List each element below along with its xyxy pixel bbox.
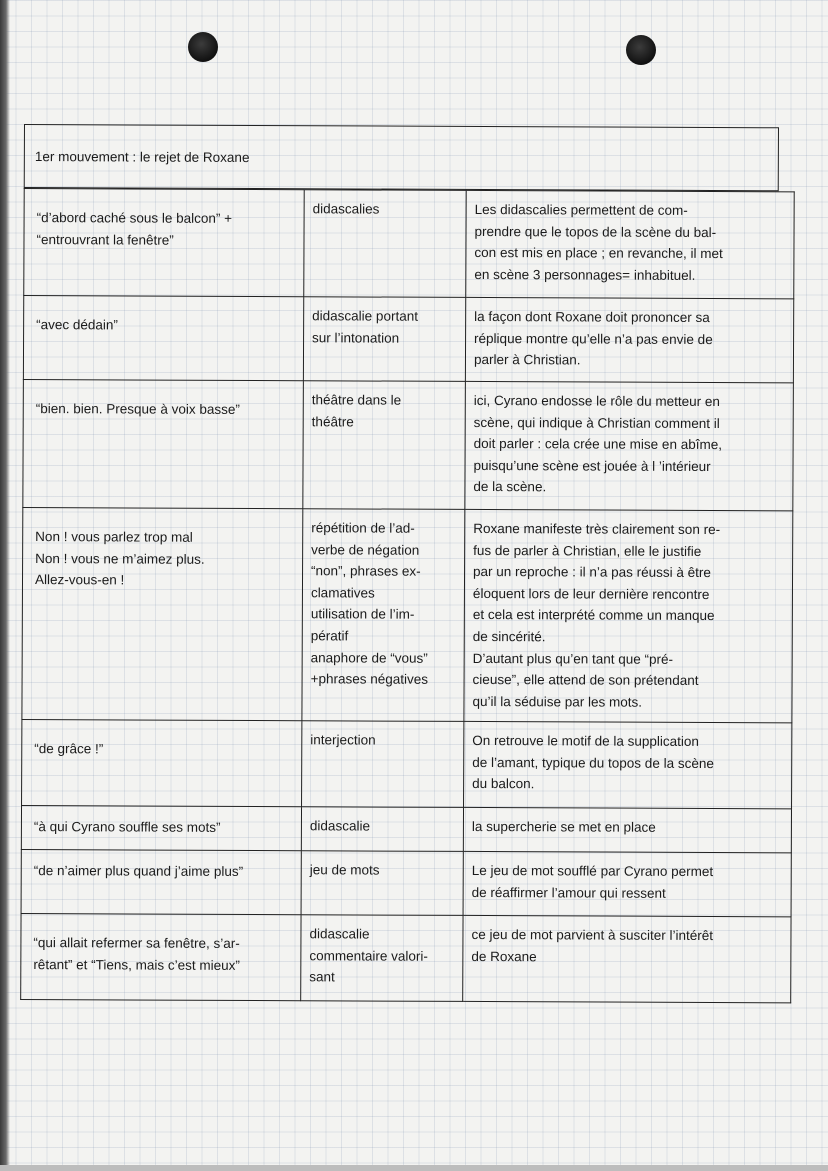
figure-cell: didascalie commentaire valori- sant [301, 915, 463, 1002]
quote-cell: Non ! vous parlez trop mal Non ! vous ne m’aimez plus. Allez-vous-en ! [22, 507, 303, 720]
quote-cell: “avec dédain” [23, 296, 303, 381]
table-row [23, 296, 793, 383]
quote-cell: “d’abord caché sous le balcon” + “entrouvrant la fenêtre” [24, 189, 304, 297]
figure-cell: jeu de mots [301, 851, 463, 916]
table-row [22, 507, 793, 722]
analysis-table [20, 188, 795, 1003]
table-row [21, 913, 791, 1002]
analysis-cell: Les didascalies permettent de com- prendre que le topos de la scène du bal- con est mis en place ; en revanche, il met en scène 3 personnages= inhabituel. [466, 190, 794, 298]
figure-cell: didascalie portant sur l’intonation [303, 297, 465, 382]
quote-cell: “à qui Cyrano souffle ses mots” [21, 805, 301, 850]
analysis-cell: ce jeu de mot parvient à susciter l’intérêt de Roxane [463, 915, 791, 1002]
figure-cell: didascalies [304, 190, 466, 298]
analysis-cell: On retrouve le motif de la supplication de l’amant, typique du topos de la scène du balcon. [464, 721, 792, 808]
table-row [21, 849, 791, 916]
analysis-cell: la supercherie se met en place [463, 807, 791, 852]
figure-cell: didascalie [301, 807, 463, 852]
page-bottom-edge [0, 1165, 828, 1171]
table-row [21, 805, 791, 852]
quote-cell: “bien. bien. Presque à voix basse” [23, 379, 304, 508]
notebook-page-edge [0, 0, 10, 1171]
analysis-cell: ici, Cyrano endosse le rôle du metteur en scène, qui indique à Christian comment il doit parler : cela crée une mise en abîme, puisqu’une scène est jouée à l ’intérieur de la scène. [465, 381, 794, 510]
table-row [22, 719, 792, 808]
analysis-cell: la façon dont Roxane doit prononcer sa réplique montre qu’elle n’a pas envie de parler à Christian. [465, 297, 793, 382]
table-row [23, 379, 794, 510]
figure-cell: théâtre dans le théâtre [303, 381, 466, 510]
quote-cell: “de grâce !” [22, 719, 302, 806]
quote-cell: “qui allait refermer sa fenêtre, s’ar- rêtant” et “Tiens, mais c’est mieux” [21, 913, 301, 1000]
analysis-sheet [20, 124, 797, 1003]
binder-hole-right [626, 35, 656, 65]
table-row [24, 189, 794, 299]
section-title: 1er mouvement : le rejet de Roxane [24, 124, 779, 191]
binder-hole-left [188, 32, 218, 62]
figure-cell: répétition de l’ad- verbe de négation “non”, phrases ex- clamatives utilisation de l’im- pératif anaphore de “vous” +phrases négatives [302, 509, 465, 722]
analysis-cell: Le jeu de mot soufflé par Cyrano permet de réaffirmer l’amour qui ressent [463, 851, 791, 916]
analysis-cell: Roxane manifeste très clairement son re- fus de parler à Christian, elle le justifie par un reproche : il n’a pas réussi à être éloquent lors de leur dernière rencontre et cela est interprété comme un manque de sincérité. D’autant plus qu’en tant que “pré- cieuse”, elle attend de son prétendant qu’il la séduise par les mots. [464, 509, 793, 722]
figure-cell: interjection [302, 721, 464, 808]
quote-cell: “de n’aimer plus quand j’aime plus” [21, 849, 301, 914]
